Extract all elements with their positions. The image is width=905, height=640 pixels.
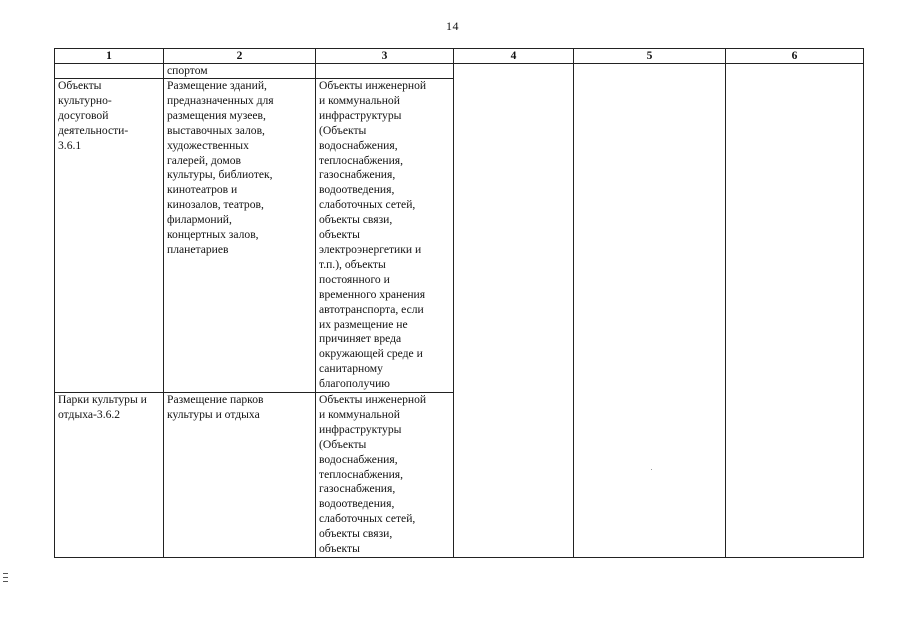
cell-description: Размещение парков культуры и отдыха — [164, 393, 316, 558]
table-header-row — [55, 49, 864, 64]
scan-margin-mark — [3, 581, 8, 582]
continuation-row — [55, 64, 864, 79]
cell-land-use-type: Парки культуры и отдыха-3.6.2 — [55, 393, 164, 558]
column-header-2: 2 — [164, 49, 316, 64]
column-header-6: 6 — [726, 49, 864, 64]
column-header-1: 1 — [55, 49, 164, 64]
regulations-table — [54, 48, 864, 558]
page-number: 14 — [446, 19, 459, 33]
merged-cell-5 — [574, 64, 726, 558]
merged-cell-4 — [454, 64, 574, 558]
cell-description: Размещение зданий, предназначенных для размещения музеев, выставочных залов, художественных галерей, домов культуры, библиотек, кинотеатров и кинозалов, театров, филармоний, концертных залов, планетариев — [164, 79, 316, 393]
continuation-cell-3 — [316, 64, 454, 79]
cell-auxiliary-objects: Объекты инженерной и коммунальной инфраструктуры (Объекты водоснабжения, теплоснабжения, газоснабжения, водоотведения, слаботочных сетей, объекты связи, объекты электроэнергетики и т.п.), объекты постоянного и временного хранения автотранспорта, если их размещение не причиняет вреда окружающей среде и санитарному благополучию — [316, 79, 454, 393]
continuation-cell-2: спортом — [164, 64, 316, 79]
scan-margin-mark — [3, 577, 8, 578]
cell-land-use-type: Объекты культурно- досуговой деятельности- 3.6.1 — [55, 79, 164, 393]
column-header-3: 3 — [316, 49, 454, 64]
scan-speck — [651, 469, 652, 470]
continuation-cell-1 — [55, 64, 164, 79]
cell-auxiliary-objects: Объекты инженерной и коммунальной инфраструктуры (Объекты водоснабжения, теплоснабжения, газоснабжения, водоотведения, слаботочных сетей, объекты связи, объекты — [316, 393, 454, 558]
merged-cell-6 — [726, 64, 864, 558]
column-header-4: 4 — [454, 49, 574, 64]
scan-margin-mark — [3, 573, 8, 574]
column-header-5: 5 — [574, 49, 726, 64]
